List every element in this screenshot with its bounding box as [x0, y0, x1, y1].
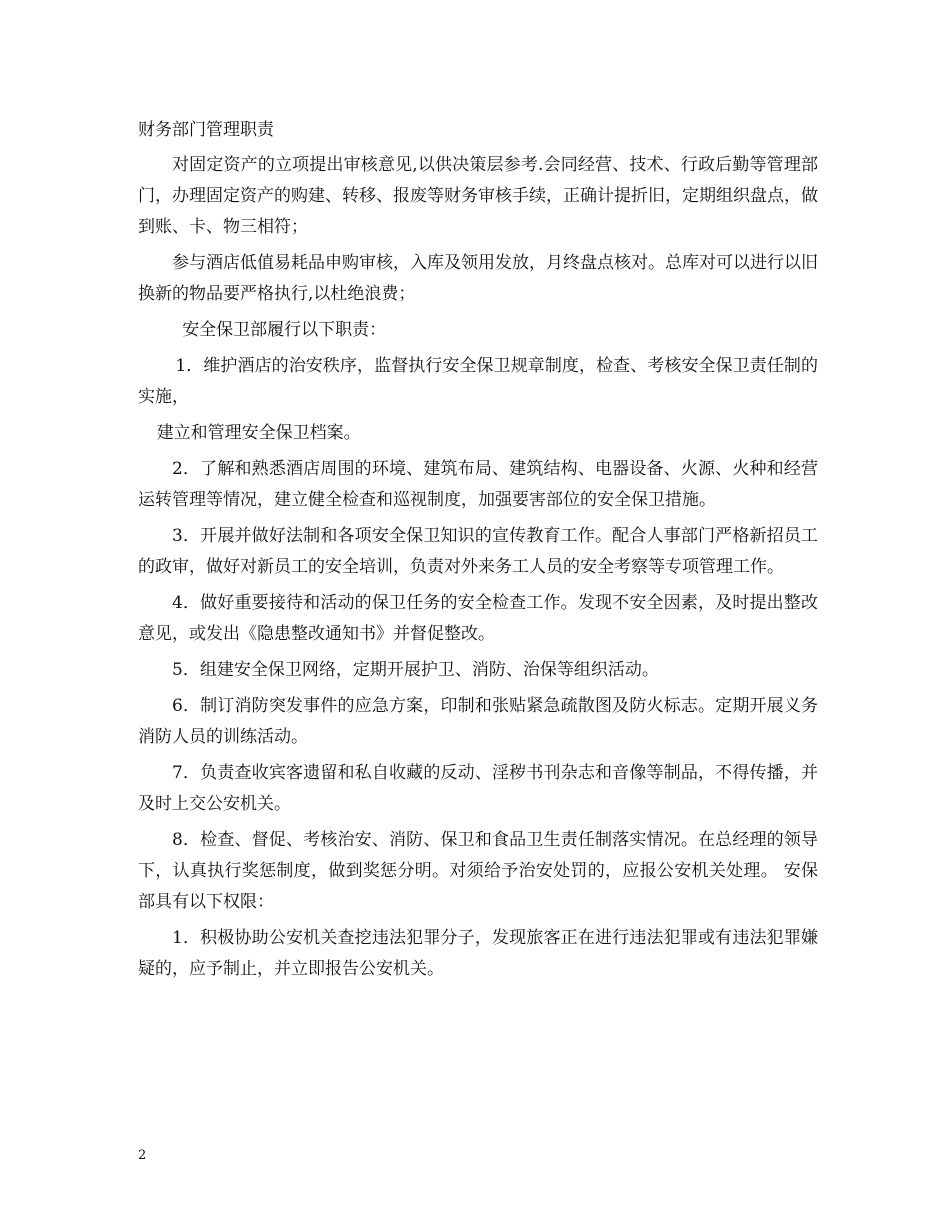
paragraph-duty-1: 1．维护酒店的治安秩序，监督执行安全保卫规章制度，检查、考核安全保卫责任制的实施，	[138, 356, 818, 407]
paragraph-duty-3: 3．开展并做好法制和各项安全保卫知识的宣传教育工作。配合人事部门严格新招员工的政审，做好对新员工的安全培训，负责对外来务工人员的安全考察等专项管理工作。	[138, 526, 818, 577]
paragraph-duty-5: 5．组建安全保卫网络，定期开展护卫、消防、治保等组织活动。	[172, 660, 659, 680]
paragraph-duty-4: 4．做好重要接待和活动的保卫任务的安全检查工作。发现不安全因素，及时提出整改意见，或发出《隐患整改通知书》并督促整改。	[138, 593, 818, 644]
paragraph-consumables: 参与酒店低值易耗品申购审核，入库及领用发放，月终盘点核对。总库对可以进行以旧换新的物品要严格执行,以杜绝浪费；	[138, 253, 818, 304]
paragraph-fixed-assets: 对固定资产的立项提出审核意见,以供决策层参考.会同经营、技术、行政后勤等管理部门，办理固定资产的购建、转移、报废等财务审核手续，正确计提折旧，定期组织盘点，做到账、卡、物三相符；	[138, 155, 818, 237]
paragraph-duty-6: 6．制订消防突发事件的应急方案，印制和张贴紧急疏散图及防火标志。定期开展义务消防人员的训练活动。	[138, 696, 818, 747]
paragraph-duty-7: 7．负责查收宾客遗留和私自收藏的反动、淫秽书刊杂志和音像等制品，不得传播，并及时上交公安机关。	[138, 763, 818, 814]
document-body	[138, 150, 818, 985]
paragraph-authority-1: 1．积极协助公安机关查挖违法犯罪分子，发现旅客正在进行违法犯罪或有违法犯罪嫌疑的，应予制止，并立即报告公安机关。	[138, 928, 818, 979]
paragraph-duty-8: 8．检查、督促、考核治安、消防、保卫和食品卫生责任制落实情况。在总经理的领导下，认真执行奖惩制度，做到奖惩分明。对须给予治安处罚的，应报公安机关处理。 安保部具有以下权限：	[138, 830, 818, 912]
paragraph-duty-2: 2．了解和熟悉酒店周围的环境、建筑布局、建筑结构、电器设备、火源、火种和经营运转管理等情况，建立健全检查和巡视制度，加强要害部位的安全保卫措施。	[138, 459, 818, 510]
paragraph-duty-1-continued: 建立和管理安全保卫档案。	[156, 423, 361, 443]
document-title: 财务部门管理职责	[138, 120, 274, 140]
page-number: 2	[138, 1148, 147, 1163]
paragraph-security-duties-heading: 安全保卫部履行以下职责：	[182, 320, 387, 340]
